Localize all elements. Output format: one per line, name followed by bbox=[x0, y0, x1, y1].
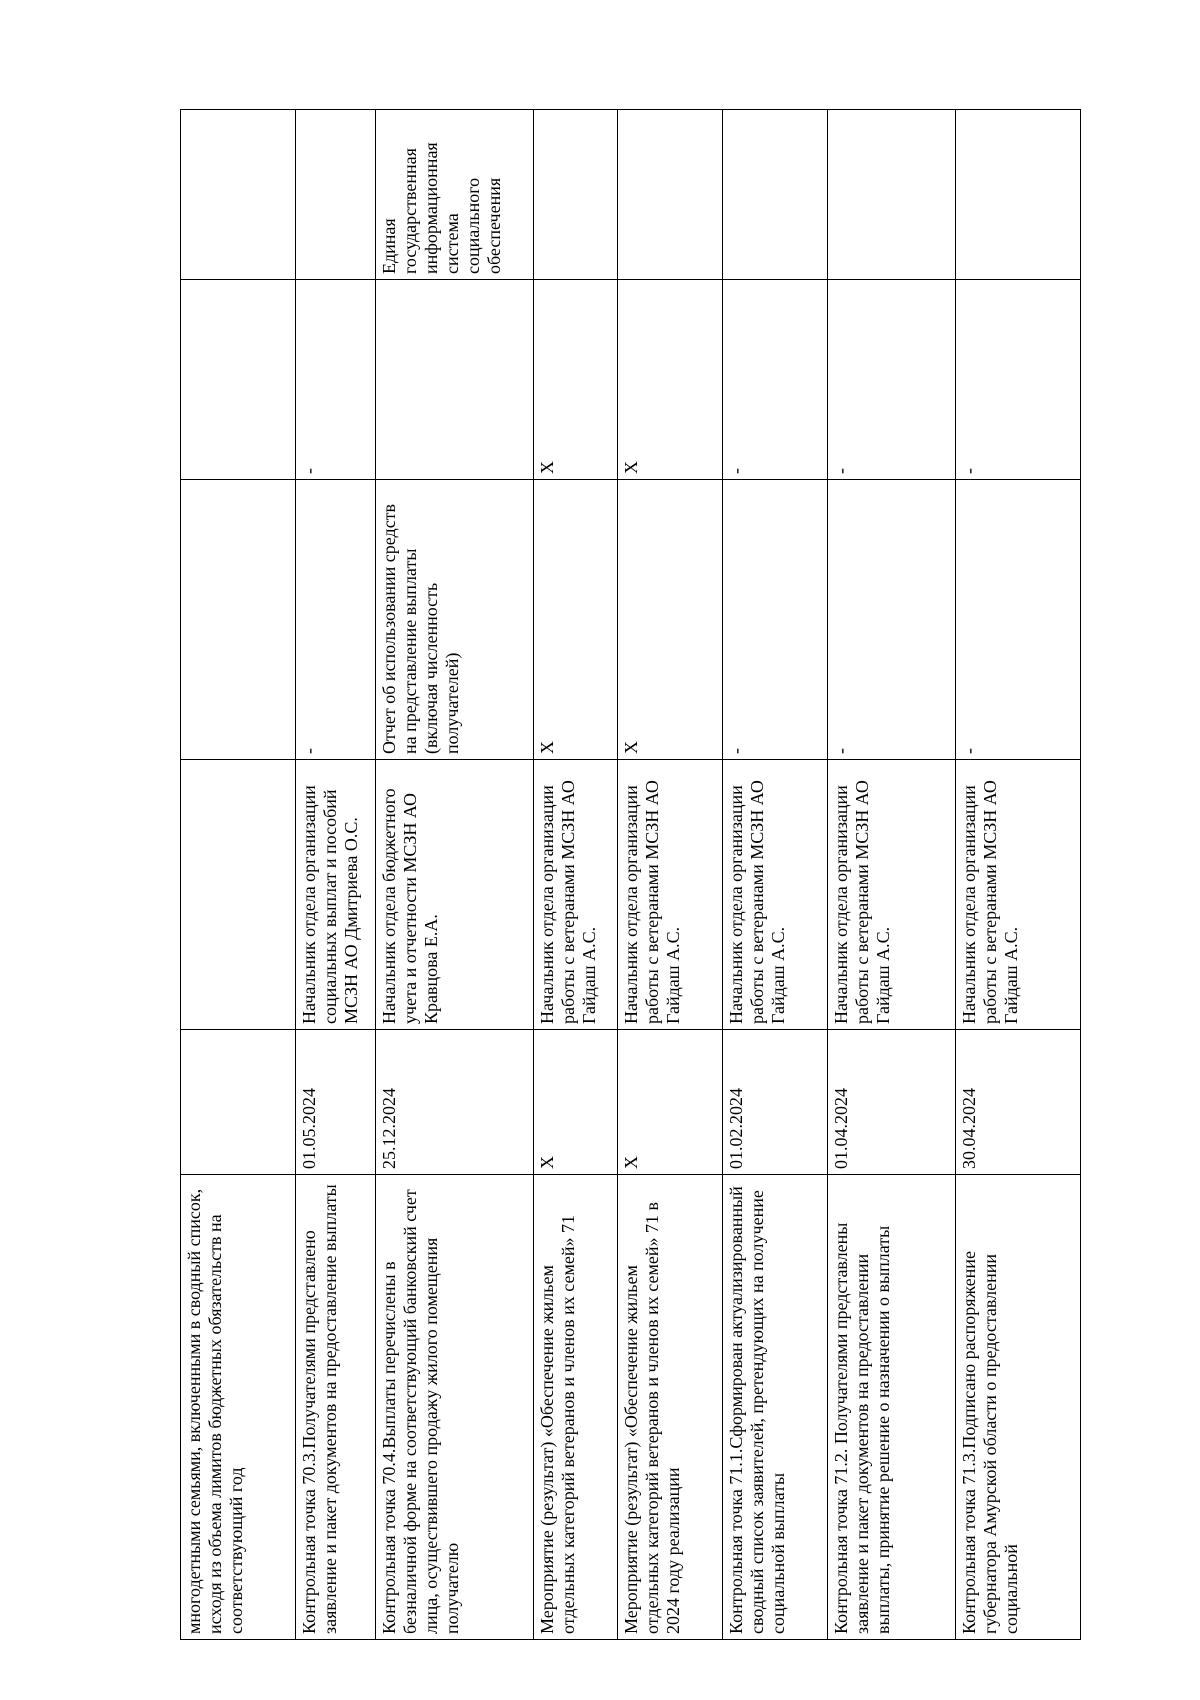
responsible-cell: Начальник отдела организации работы с ветеранами МСЗН АО Гайдаш А.С. bbox=[534, 760, 618, 1030]
rotated-page bbox=[180, 110, 1080, 1640]
table-row bbox=[723, 110, 828, 1640]
document-type-cell: - bbox=[723, 280, 828, 480]
result-cell: Контрольная точка 70.3.Получателями представлено заявление и пакет документов на предоставление выплаты bbox=[296, 1175, 376, 1640]
document-cell: Х bbox=[534, 480, 618, 760]
result-cell: Контрольная точка 71.3.Подписано распоряжение губернатора Амурской области о предоставлении социальной bbox=[956, 1175, 1081, 1640]
result-cell: Контрольная точка 70.4.Выплаты перечислены в безналичной форме на соответствующий банковский счет лица, осуществившего продажу жилого помещения получателю bbox=[376, 1175, 534, 1640]
table-row bbox=[376, 110, 534, 1640]
table-row bbox=[181, 110, 296, 1640]
info-system-cell bbox=[618, 110, 723, 280]
document-type-cell: Х bbox=[534, 280, 618, 480]
document-cell: - bbox=[296, 480, 376, 760]
document-cell: Х bbox=[618, 480, 723, 760]
result-cell: Мероприятие (результат) «Обеспечение жильем отдельных категорий ветеранов и членов их семей» 71 bbox=[534, 1175, 618, 1640]
table-row bbox=[828, 110, 956, 1640]
date-cell bbox=[181, 1030, 296, 1175]
info-system-cell bbox=[296, 110, 376, 280]
date-cell: 01.02.2024 bbox=[723, 1030, 828, 1175]
document-type-cell: - bbox=[828, 280, 956, 480]
document-cell: - bbox=[956, 480, 1081, 760]
document-cell: - bbox=[828, 480, 956, 760]
responsible-cell: Начальник отдела организации работы с ветеранами МСЗН АО Гайдаш А.С. bbox=[956, 760, 1081, 1030]
responsible-cell: Начальник отдела организации работы с ветеранами МСЗН АО Гайдаш А.С. bbox=[828, 760, 956, 1030]
document-type-cell bbox=[376, 280, 534, 480]
responsible-cell: Начальник отдела организации социальных выплат и пособий МСЗН АО Дмитриева О.С. bbox=[296, 760, 376, 1030]
info-system-cell bbox=[956, 110, 1081, 280]
table-row bbox=[296, 110, 376, 1640]
responsible-cell: Начальник отдела бюджетного учета и отчетности МСЗН АО Кравцова Е.А. bbox=[376, 760, 534, 1030]
document-cell: Отчет об использовании средств на представление выплаты (включая численность получателей) bbox=[376, 480, 534, 760]
info-system-cell bbox=[181, 110, 296, 280]
info-system-cell bbox=[828, 110, 956, 280]
info-system-cell: Единая государственная информационная система социального обеспечения bbox=[376, 110, 534, 280]
document-type-cell: - bbox=[956, 280, 1081, 480]
document-cell bbox=[181, 480, 296, 760]
table-row bbox=[618, 110, 723, 1640]
result-cell: Контрольная точка 71.2. Получателями представлены заявление и пакет документов на предоставлении выплаты, принятие решение о назначении о выплаты bbox=[828, 1175, 956, 1640]
document-type-cell bbox=[181, 280, 296, 480]
info-system-cell bbox=[534, 110, 618, 280]
document-type-cell: - bbox=[296, 280, 376, 480]
date-cell: 01.04.2024 bbox=[828, 1030, 956, 1175]
responsible-cell: Начальник отдела организации работы с ветеранами МСЗН АО Гайдаш А.С. bbox=[618, 760, 723, 1030]
control-points-table bbox=[180, 109, 1081, 1640]
date-cell: Х bbox=[618, 1030, 723, 1175]
table-row bbox=[534, 110, 618, 1640]
result-cell: Контрольная точка 71.1.Сформирован актуализированный сводный список заявителей, претендующих на получение социальной выплаты bbox=[723, 1175, 828, 1640]
date-cell: Х bbox=[534, 1030, 618, 1175]
document-cell: - bbox=[723, 480, 828, 760]
date-cell: 01.05.2024 bbox=[296, 1030, 376, 1175]
date-cell: 30.04.2024 bbox=[956, 1030, 1081, 1175]
responsible-cell bbox=[181, 760, 296, 1030]
info-system-cell bbox=[723, 110, 828, 280]
result-cell: Мероприятие (результат) «Обеспечение жильем отдельных категорий ветеранов и членов их семей» 71 в 2024 году реализации bbox=[618, 1175, 723, 1640]
result-cell: многодетными семьями, включенными в сводный список, исходя из объема лимитов бюджетных обязательств на соответствующий год bbox=[181, 1175, 296, 1640]
table-row bbox=[956, 110, 1081, 1640]
document-type-cell: Х bbox=[618, 280, 723, 480]
date-cell: 25.12.2024 bbox=[376, 1030, 534, 1175]
responsible-cell: Начальник отдела организации работы с ветеранами МСЗН АО Гайдаш А.С. bbox=[723, 760, 828, 1030]
